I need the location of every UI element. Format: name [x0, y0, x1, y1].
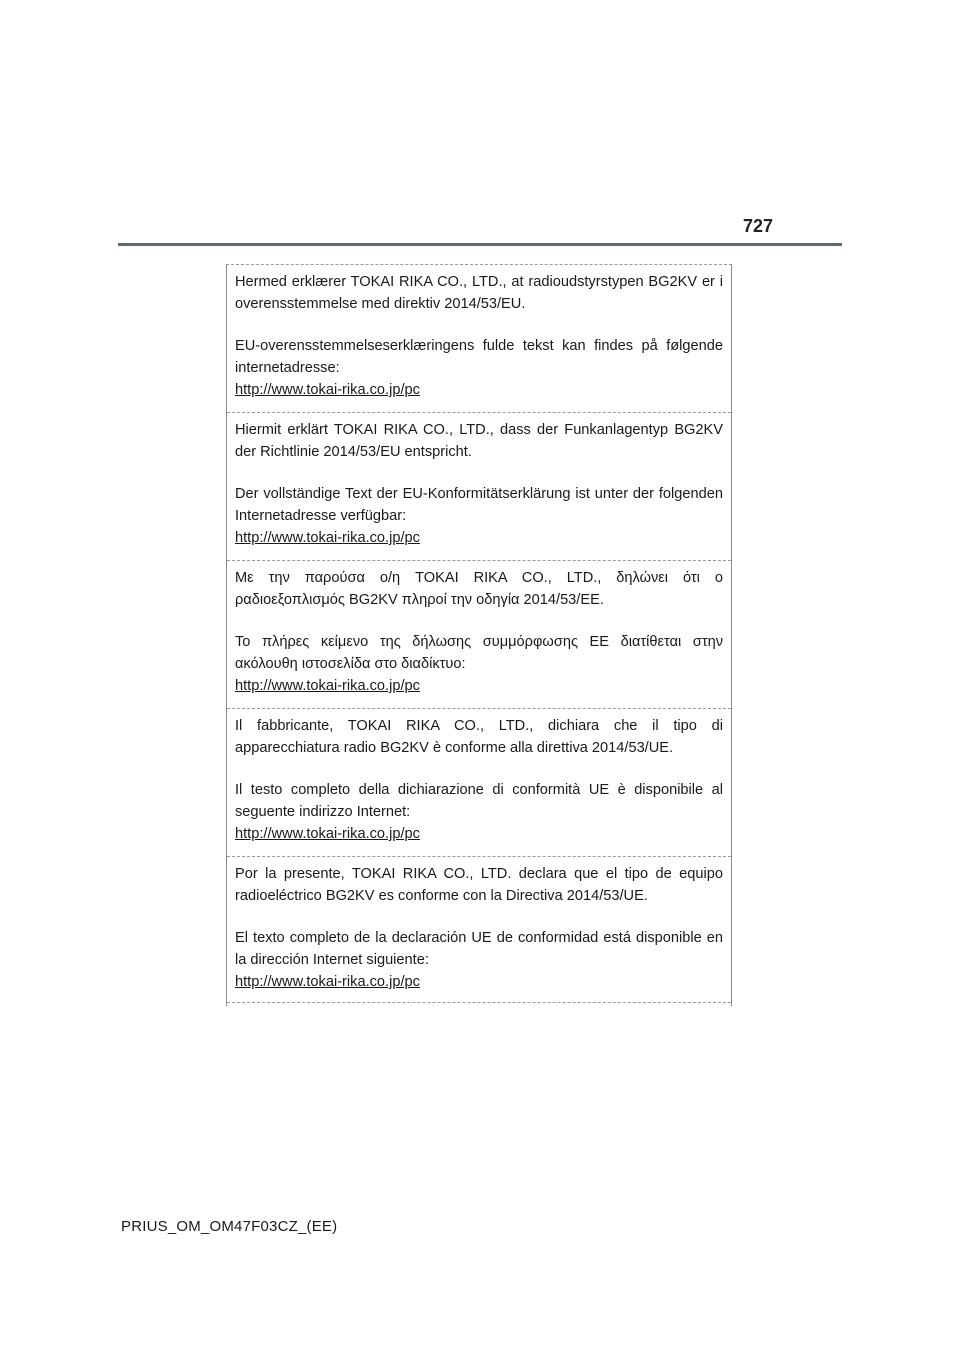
declaration-statement: Με την παρούσα ο/η TOKAI RIKA CO., LTD., δηλώνει ότι ο ραδιοεξοπλισμός BG2KV πληροί την οδηγία 2014/53/ΕΕ.	[235, 570, 723, 608]
declaration-section-spanish	[227, 857, 731, 1003]
full-text-notice-text: Il testo completo della dichiarazione di conformità UE è disponibile al seguente indirizzo Internet:	[235, 782, 723, 820]
declaration-url-link[interactable]: http://www.tokai-rika.co.jp/pc	[235, 382, 420, 398]
full-text-notice	[235, 631, 723, 697]
declaration-section-italian	[227, 709, 731, 857]
full-text-notice	[235, 335, 723, 401]
full-text-notice	[235, 779, 723, 845]
page-number: 727	[742, 216, 773, 236]
document-code-footer: PRIUS_OM_OM47F03CZ_(EE)	[121, 1218, 338, 1235]
declaration-url-link[interactable]: http://www.tokai-rika.co.jp/pc	[235, 974, 420, 990]
full-text-notice-text: EU-overensstemmelseserklæringens fulde tekst kan findes på følgende internetadresse:	[235, 338, 723, 376]
declaration-statement: Por la presente, TOKAI RIKA CO., LTD. declara que el tipo de equipo radioeléctrico BG2KV es conforme con la Directiva 2014/53/UE.	[235, 866, 723, 904]
declaration-section-german	[227, 413, 731, 561]
full-text-notice-text: El texto completo de la declaración UE de conformidad está disponible en la dirección Internet siguiente:	[235, 930, 723, 968]
full-text-notice	[235, 483, 723, 549]
full-text-notice-text: Der vollständige Text der EU-Konformitätserklärung ist unter der folgenden Internetadresse verfügbar:	[235, 486, 723, 524]
full-text-notice	[235, 927, 723, 993]
declaration-statement: Hermed erklærer TOKAI RIKA CO., LTD., at radioudstyrstypen BG2KV er i overensstemmelse med direktiv 2014/53/EU.	[235, 274, 723, 312]
header-rule	[118, 243, 842, 246]
declaration-statement: Il fabbricante, TOKAI RIKA CO., LTD., dichiara che il tipo di apparecchiatura radio BG2KV è conforme alla direttiva 2014/53/UE.	[235, 718, 723, 756]
declaration-box	[226, 264, 732, 1006]
declaration-section-danish	[227, 265, 731, 413]
declaration-statement: Hiermit erklärt TOKAI RIKA CO., LTD., dass der Funkanlagentyp BG2KV der Richtlinie 2014/53/EU entspricht.	[235, 422, 723, 460]
declaration-url-link[interactable]: http://www.tokai-rika.co.jp/pc	[235, 826, 420, 842]
full-text-notice-text: Το πλήρες κείμενο της δήλωσης συμμόρφωσης ΕΕ διατίθεται στην ακόλουθη ιστοσελίδα στο διαδίκτυο:	[235, 634, 723, 672]
declaration-section-greek	[227, 561, 731, 709]
declaration-url-link[interactable]: http://www.tokai-rika.co.jp/pc	[235, 678, 420, 694]
declaration-url-link[interactable]: http://www.tokai-rika.co.jp/pc	[235, 530, 420, 546]
